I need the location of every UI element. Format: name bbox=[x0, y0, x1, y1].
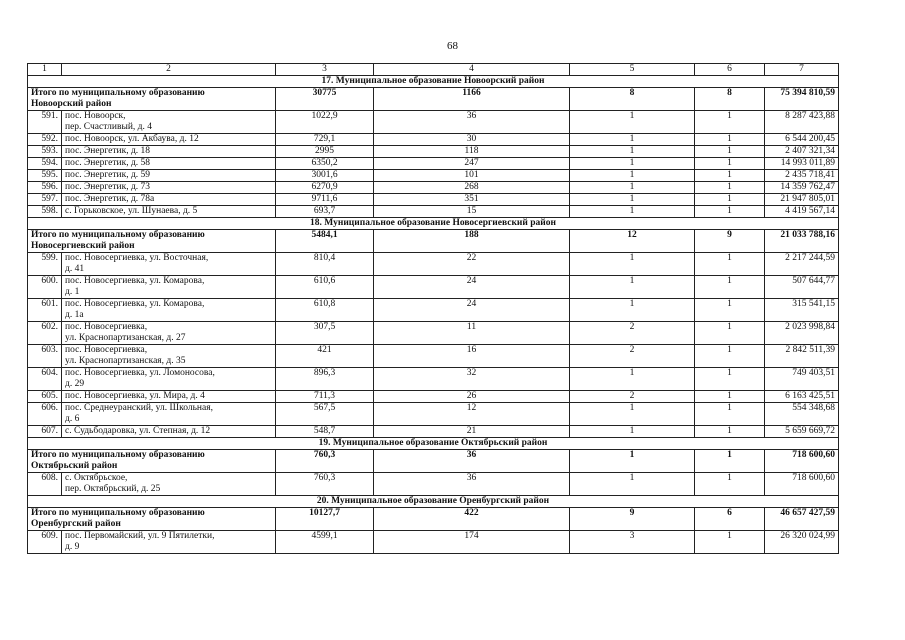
area-cell: 1022,9 bbox=[276, 111, 374, 134]
address-line: с. Октябрьское, bbox=[65, 473, 128, 483]
amount-cell: 2 435 718,41 bbox=[765, 170, 839, 182]
residents-cell: 422 bbox=[374, 508, 570, 531]
count-cell: 1 bbox=[570, 276, 695, 299]
address-line: Оренбургский район bbox=[31, 519, 121, 529]
residents-cell: 174 bbox=[374, 531, 570, 554]
table-row bbox=[28, 194, 839, 206]
count-cell: 1 bbox=[695, 299, 765, 322]
count-cell: 1 bbox=[695, 206, 765, 218]
address-line: Итого по муниципальному образованию bbox=[31, 88, 205, 98]
section-header-row bbox=[28, 76, 839, 88]
section-title: 17. Муниципальное образование Новоорский район bbox=[28, 76, 839, 88]
address-line: ул. Краснопартизанская, д. 27 bbox=[65, 333, 186, 343]
address-line: пос. Новосергиевка, bbox=[65, 322, 148, 332]
amount-cell: 2 842 511,39 bbox=[765, 345, 839, 368]
residents-cell: 30 bbox=[374, 134, 570, 146]
area-cell: 2995 bbox=[276, 146, 374, 158]
count-cell: 6 bbox=[695, 508, 765, 531]
address-line: пос. Новосергиевка, ул. Комарова, bbox=[65, 276, 205, 286]
count-cell: 1 bbox=[695, 170, 765, 182]
address-cell bbox=[62, 194, 276, 206]
address-line: пер. Счастливый, д. 4 bbox=[65, 122, 152, 132]
row-number: 602. bbox=[28, 322, 62, 345]
residents-cell: 24 bbox=[374, 299, 570, 322]
residents-cell: 21 bbox=[374, 426, 570, 438]
count-cell: 2 bbox=[570, 322, 695, 345]
address-line: Итого по муниципальному образованию bbox=[31, 450, 205, 460]
address-line: д. 6 bbox=[65, 414, 80, 424]
table-row bbox=[28, 531, 839, 554]
address-line: д. 1а bbox=[65, 310, 84, 320]
column-header: 3 bbox=[276, 64, 374, 76]
residents-cell: 247 bbox=[374, 158, 570, 170]
address-line: пос. Новоорск, bbox=[65, 111, 126, 121]
table-row bbox=[28, 134, 839, 146]
amount-cell: 718 600,60 bbox=[765, 473, 839, 496]
address-line: пос. Новосергиевка, ул. Комарова, bbox=[65, 299, 205, 309]
residents-cell: 351 bbox=[374, 194, 570, 206]
residents-cell: 12 bbox=[374, 403, 570, 426]
amount-cell: 5 659 669,72 bbox=[765, 426, 839, 438]
count-cell: 1 bbox=[570, 158, 695, 170]
count-cell: 1 bbox=[570, 253, 695, 276]
address-line: с. Судьбодаровка, ул. Степная, д. 12 bbox=[65, 426, 211, 436]
address-line: пос. Первомайский, ул. 9 Пятилетки, bbox=[65, 531, 215, 541]
count-cell: 1 bbox=[695, 111, 765, 134]
count-cell: 1 bbox=[570, 450, 695, 473]
row-number: 594. bbox=[28, 158, 62, 170]
amount-cell: 315 541,15 bbox=[765, 299, 839, 322]
row-number: 591. bbox=[28, 111, 62, 134]
count-cell: 1 bbox=[695, 391, 765, 403]
address-line: Новосергиевский район bbox=[31, 241, 135, 251]
area-cell: 896,3 bbox=[276, 368, 374, 391]
area-cell: 760,3 bbox=[276, 450, 374, 473]
row-number: 596. bbox=[28, 182, 62, 194]
table-row bbox=[28, 111, 839, 134]
count-cell: 1 bbox=[695, 253, 765, 276]
column-header: 7 bbox=[765, 64, 839, 76]
count-cell: 1 bbox=[695, 158, 765, 170]
address-cell bbox=[62, 276, 276, 299]
address-cell bbox=[62, 473, 276, 496]
address-line: д. 1 bbox=[65, 287, 80, 297]
count-cell: 9 bbox=[695, 230, 765, 253]
address-line: пос. Энергетик, д. 73 bbox=[65, 182, 151, 192]
row-number: 593. bbox=[28, 146, 62, 158]
residents-cell: 36 bbox=[374, 473, 570, 496]
count-cell: 1 bbox=[695, 345, 765, 368]
header-row bbox=[28, 64, 839, 76]
amount-cell: 26 320 024,99 bbox=[765, 531, 839, 554]
area-cell: 729,1 bbox=[276, 134, 374, 146]
amount-cell: 14 993 011,89 bbox=[765, 158, 839, 170]
row-number: 603. bbox=[28, 345, 62, 368]
count-cell: 1 bbox=[695, 450, 765, 473]
row-number: 599. bbox=[28, 253, 62, 276]
address-cell bbox=[62, 531, 276, 554]
count-cell: 1 bbox=[570, 368, 695, 391]
residents-cell: 36 bbox=[374, 450, 570, 473]
count-cell: 1 bbox=[570, 206, 695, 218]
residents-cell: 26 bbox=[374, 391, 570, 403]
table-row bbox=[28, 322, 839, 345]
amount-cell: 8 287 423,88 bbox=[765, 111, 839, 134]
count-cell: 1 bbox=[570, 182, 695, 194]
address-cell bbox=[28, 508, 276, 531]
address-line: пос. Новосергиевка, ул. Восточная, bbox=[65, 253, 209, 263]
table-row bbox=[28, 253, 839, 276]
row-number: 609. bbox=[28, 531, 62, 554]
column-header: 6 bbox=[695, 64, 765, 76]
count-cell: 1 bbox=[695, 426, 765, 438]
address-line: Итого по муниципальному образованию bbox=[31, 508, 205, 518]
column-header: 5 bbox=[570, 64, 695, 76]
area-cell: 9711,6 bbox=[276, 194, 374, 206]
total-row bbox=[28, 230, 839, 253]
address-line: Итого по муниципальному образованию bbox=[31, 230, 205, 240]
count-cell: 1 bbox=[695, 322, 765, 345]
address-cell bbox=[62, 182, 276, 194]
amount-cell: 718 600,60 bbox=[765, 450, 839, 473]
area-cell: 567,5 bbox=[276, 403, 374, 426]
residents-cell: 32 bbox=[374, 368, 570, 391]
table-row bbox=[28, 345, 839, 368]
area-cell: 810,4 bbox=[276, 253, 374, 276]
area-cell: 5484,1 bbox=[276, 230, 374, 253]
count-cell: 1 bbox=[695, 368, 765, 391]
residents-cell: 101 bbox=[374, 170, 570, 182]
address-cell bbox=[28, 450, 276, 473]
address-cell bbox=[62, 403, 276, 426]
address-cell bbox=[62, 134, 276, 146]
address-line: пос. Новоорск, ул. Акбаува, д. 12 bbox=[65, 134, 199, 144]
row-number: 607. bbox=[28, 426, 62, 438]
section-title: 20. Муниципальное образование Оренбургский район bbox=[28, 496, 839, 508]
address-line: пос. Новосергиевка, ул. Ломоносова, bbox=[65, 368, 215, 378]
row-number: 597. bbox=[28, 194, 62, 206]
count-cell: 8 bbox=[570, 88, 695, 111]
address-line: пос. Энергетик, д. 59 bbox=[65, 170, 151, 180]
count-cell: 3 bbox=[570, 531, 695, 554]
count-cell: 1 bbox=[570, 194, 695, 206]
residents-cell: 118 bbox=[374, 146, 570, 158]
amount-cell: 75 394 810,59 bbox=[765, 88, 839, 111]
residents-cell: 24 bbox=[374, 276, 570, 299]
count-cell: 2 bbox=[570, 345, 695, 368]
area-cell: 307,5 bbox=[276, 322, 374, 345]
count-cell: 1 bbox=[570, 134, 695, 146]
table-row bbox=[28, 158, 839, 170]
column-header: 1 bbox=[28, 64, 62, 76]
count-cell: 1 bbox=[695, 194, 765, 206]
residents-cell: 268 bbox=[374, 182, 570, 194]
area-cell: 30775 bbox=[276, 88, 374, 111]
address-line: д. 41 bbox=[65, 264, 85, 274]
address-line: Октябрьский район bbox=[31, 461, 118, 471]
amount-cell: 21 947 805,01 bbox=[765, 194, 839, 206]
address-cell bbox=[62, 299, 276, 322]
address-cell bbox=[62, 146, 276, 158]
amount-cell: 2 217 244,59 bbox=[765, 253, 839, 276]
column-header: 4 bbox=[374, 64, 570, 76]
total-row bbox=[28, 450, 839, 473]
table-row bbox=[28, 403, 839, 426]
count-cell: 2 bbox=[570, 391, 695, 403]
area-cell: 548,7 bbox=[276, 426, 374, 438]
table-row bbox=[28, 391, 839, 403]
row-number: 608. bbox=[28, 473, 62, 496]
area-cell: 711,3 bbox=[276, 391, 374, 403]
residents-cell: 11 bbox=[374, 322, 570, 345]
count-cell: 1 bbox=[570, 473, 695, 496]
address-cell bbox=[62, 368, 276, 391]
count-cell: 1 bbox=[695, 276, 765, 299]
count-cell: 8 bbox=[695, 88, 765, 111]
amount-cell: 2 023 998,84 bbox=[765, 322, 839, 345]
table-row bbox=[28, 206, 839, 218]
area-cell: 4599,1 bbox=[276, 531, 374, 554]
residents-cell: 22 bbox=[374, 253, 570, 276]
count-cell: 1 bbox=[570, 111, 695, 134]
section-header-row bbox=[28, 438, 839, 450]
page-number: 68 bbox=[447, 40, 458, 52]
count-cell: 1 bbox=[570, 146, 695, 158]
address-line: д. 29 bbox=[65, 379, 85, 389]
total-row bbox=[28, 508, 839, 531]
area-cell: 610,8 bbox=[276, 299, 374, 322]
address-cell bbox=[62, 253, 276, 276]
count-cell: 1 bbox=[570, 403, 695, 426]
table-row bbox=[28, 473, 839, 496]
area-cell: 610,6 bbox=[276, 276, 374, 299]
section-title: 19. Муниципальное образование Октябрьский район bbox=[28, 438, 839, 450]
address-cell bbox=[28, 88, 276, 111]
count-cell: 1 bbox=[695, 182, 765, 194]
address-cell bbox=[62, 322, 276, 345]
row-number: 598. bbox=[28, 206, 62, 218]
area-cell: 10127,7 bbox=[276, 508, 374, 531]
table-row bbox=[28, 182, 839, 194]
amount-cell: 14 359 762,47 bbox=[765, 182, 839, 194]
count-cell: 1 bbox=[570, 426, 695, 438]
residents-cell: 188 bbox=[374, 230, 570, 253]
address-line: пос. Новосергиевка, bbox=[65, 345, 148, 355]
address-line: пос. Среднеуранский, ул. Школьная, bbox=[65, 403, 213, 413]
residents-cell: 16 bbox=[374, 345, 570, 368]
row-number: 595. bbox=[28, 170, 62, 182]
address-line: Новоорский район bbox=[31, 99, 112, 109]
address-line: пер. Октябрьский, д. 25 bbox=[65, 484, 161, 494]
amount-cell: 507 644,77 bbox=[765, 276, 839, 299]
count-cell: 1 bbox=[695, 134, 765, 146]
amount-cell: 749 403,51 bbox=[765, 368, 839, 391]
data-table bbox=[27, 63, 839, 554]
address-cell bbox=[62, 170, 276, 182]
area-cell: 6270,9 bbox=[276, 182, 374, 194]
residents-cell: 36 bbox=[374, 111, 570, 134]
area-cell: 3001,6 bbox=[276, 170, 374, 182]
amount-cell: 21 033 788,16 bbox=[765, 230, 839, 253]
count-cell: 1 bbox=[695, 531, 765, 554]
address-cell bbox=[62, 206, 276, 218]
amount-cell: 4 419 567,14 bbox=[765, 206, 839, 218]
row-number: 592. bbox=[28, 134, 62, 146]
address-cell bbox=[62, 111, 276, 134]
row-number: 606. bbox=[28, 403, 62, 426]
area-cell: 6350,2 bbox=[276, 158, 374, 170]
address-cell bbox=[62, 345, 276, 368]
table-row bbox=[28, 368, 839, 391]
address-line: пос. Новосергиевка, ул. Мира, д. 4 bbox=[65, 391, 205, 401]
count-cell: 12 bbox=[570, 230, 695, 253]
address-line: пос. Энергетик, д. 78а bbox=[65, 194, 155, 204]
total-row bbox=[28, 88, 839, 111]
row-number: 605. bbox=[28, 391, 62, 403]
address-line: пос. Энергетик, д. 58 bbox=[65, 158, 151, 168]
table-row bbox=[28, 276, 839, 299]
table-row bbox=[28, 170, 839, 182]
column-header: 2 bbox=[62, 64, 276, 76]
address-cell bbox=[28, 230, 276, 253]
row-number: 601. bbox=[28, 299, 62, 322]
address-cell bbox=[62, 391, 276, 403]
count-cell: 1 bbox=[570, 170, 695, 182]
area-cell: 760,3 bbox=[276, 473, 374, 496]
count-cell: 1 bbox=[695, 473, 765, 496]
count-cell: 1 bbox=[695, 146, 765, 158]
address-line: ул. Краснопартизанская, д. 35 bbox=[65, 356, 186, 366]
table-row bbox=[28, 426, 839, 438]
table-row bbox=[28, 146, 839, 158]
amount-cell: 2 407 321,34 bbox=[765, 146, 839, 158]
count-cell: 9 bbox=[570, 508, 695, 531]
address-line: пос. Энергетик, д. 18 bbox=[65, 146, 151, 156]
amount-cell: 554 348,68 bbox=[765, 403, 839, 426]
address-line: с. Горьковское, ул. Шунаева, д. 5 bbox=[65, 206, 198, 216]
area-cell: 421 bbox=[276, 345, 374, 368]
table-row bbox=[28, 299, 839, 322]
residents-cell: 1166 bbox=[374, 88, 570, 111]
section-header-row bbox=[28, 496, 839, 508]
address-cell bbox=[62, 426, 276, 438]
residents-cell: 15 bbox=[374, 206, 570, 218]
amount-cell: 6 163 425,51 bbox=[765, 391, 839, 403]
section-title: 18. Муниципальное образование Новосергиевский район bbox=[28, 218, 839, 230]
row-number: 600. bbox=[28, 276, 62, 299]
count-cell: 1 bbox=[570, 299, 695, 322]
section-header-row bbox=[28, 218, 839, 230]
count-cell: 1 bbox=[695, 403, 765, 426]
amount-cell: 6 544 200,45 bbox=[765, 134, 839, 146]
amount-cell: 46 657 427,59 bbox=[765, 508, 839, 531]
row-number: 604. bbox=[28, 368, 62, 391]
address-cell bbox=[62, 158, 276, 170]
area-cell: 693,7 bbox=[276, 206, 374, 218]
address-line: д. 9 bbox=[65, 542, 80, 552]
